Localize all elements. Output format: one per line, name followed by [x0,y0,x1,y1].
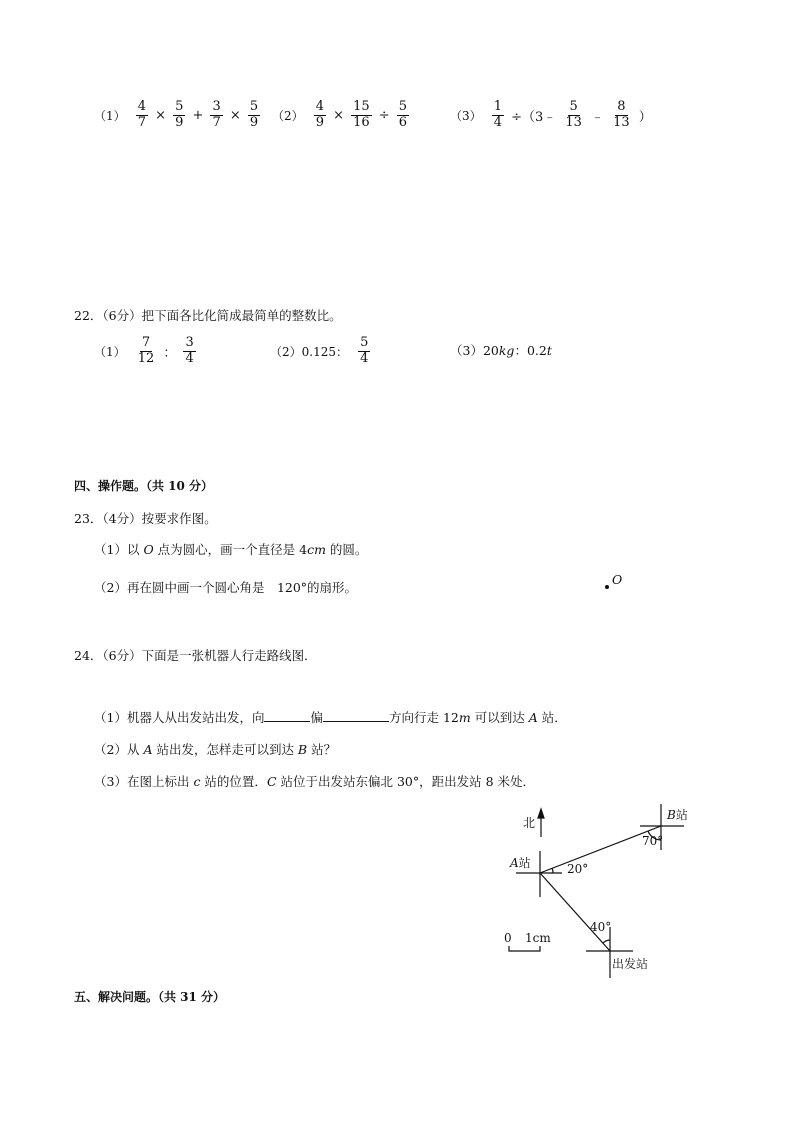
angle-arc-a [552,868,553,873]
text: 站． [537,710,567,725]
text: 站的位置． [200,774,267,789]
q22-part1-label: （1） [94,344,126,359]
north-label: 北 [523,816,536,830]
text: 方向行走 12 [388,710,459,725]
point-o-label: O [612,572,623,587]
fraction: $\frac{5}{9}$ [249,99,259,130]
operator: ÷ [378,107,390,123]
q21-part1-label: （1） [94,108,126,123]
text: 站位于出发站东偏北 30°，距出发站 8 米处． [276,774,536,789]
q22-title: 22．（6分）把下面各比化简成最简单的整数比。 [74,308,342,323]
operator: ÷（3﹣ [511,109,557,125]
station-letter: C [266,774,277,789]
route-diagram [490,795,710,985]
fraction: $\frac{8}{13}$ [613,99,630,130]
unit: cm [307,542,326,557]
text: 站出发，怎样走可以到达 [152,742,298,757]
fraction: $\frac{5}{13}$ [565,99,582,130]
q23-line2: （2）再在圆中画一个圆心角是 120°的扇形。 [94,580,358,595]
text: 偏 [310,710,323,725]
answer-blank[interactable] [264,709,310,722]
q21-part1 [94,100,261,131]
q21-part2 [272,100,410,131]
operator: ﹣ [591,109,605,125]
text: （1）机器人从出发站出发，向 [94,710,265,725]
operator: ： [163,345,177,361]
station-letter: c [193,774,201,789]
q24-line1 [94,708,567,726]
q21-part2-label: （2） [272,108,304,123]
fraction: $\frac{5}{4}$ [360,335,369,366]
point-o-dot [605,585,609,589]
section5-heading: 五、解决问题。（共 31 分） [74,990,226,1004]
fraction: $\frac{1}{4}$ [493,99,503,130]
q23-line1 [94,540,367,558]
scale-bar [509,946,540,951]
text: （1）以 [94,542,144,557]
angle-b-label: 70° [642,834,664,848]
scale-zero-label: 0 [504,931,512,945]
point-o: O [143,542,154,557]
station-letter: B [297,742,308,757]
q23-title: 23．（4分）按要求作图。 [74,511,217,526]
unit: m [458,710,471,725]
scale-unit-label: 1cm [525,931,551,945]
q22-part1 [94,336,197,367]
q24-line3 [94,772,535,790]
answer-blank[interactable] [323,709,389,722]
operator: × [333,107,345,123]
fraction: $\frac{3}{4}$ [185,335,194,366]
q22-part2-label: （2）0.125： [270,344,348,359]
text: 站？ [307,742,337,757]
a-station-label: A站 [510,856,531,870]
text: ：0.2 [514,343,547,358]
fraction: $\frac{7}{12}$ [137,335,155,366]
fraction: $\frac{5}{9}$ [175,99,184,130]
q21-part3 [450,100,653,131]
fraction: $\frac{15}{16}$ [353,99,370,130]
fraction: $\frac{3}{7}$ [212,99,221,130]
fraction: $\frac{4}{9}$ [315,99,325,130]
start-station-label: 出发站 [612,957,649,971]
q21-part3-label: （3） [450,108,482,123]
station-letter: A [143,742,153,757]
station-letter: A [528,710,538,725]
q24-title: 24．（6分）下面是一张机器人行走路线图． [74,648,317,663]
q22-part2 [270,336,371,367]
fraction: $\frac{4}{7}$ [137,99,147,130]
text: 点为圆心，画一个直径是 4 [153,542,308,557]
operator: ） [638,109,652,125]
b-station-label: B站 [667,808,688,822]
q22-part3 [450,341,552,359]
angle-a-label: 20° [567,862,589,876]
q22-part3-label: （3）20 [450,343,499,358]
operator: + [192,107,204,123]
north-arrow-head [538,809,544,818]
fraction: $\frac{5}{6}$ [398,99,408,130]
text: （2）从 [94,742,144,757]
unit: t [546,343,552,358]
operator: × [229,107,241,123]
angle-arc-start [603,940,610,943]
section4-heading: 四、操作题。（共 10 分） [74,479,214,493]
text: 可以到达 [470,710,529,725]
q24-line2 [94,740,336,758]
text: 的圆。 [325,542,368,557]
text: （3）在图上标出 [94,774,194,789]
unit: kg [498,343,515,358]
angle-start-label: 40° [590,920,612,934]
operator: × [155,107,167,123]
